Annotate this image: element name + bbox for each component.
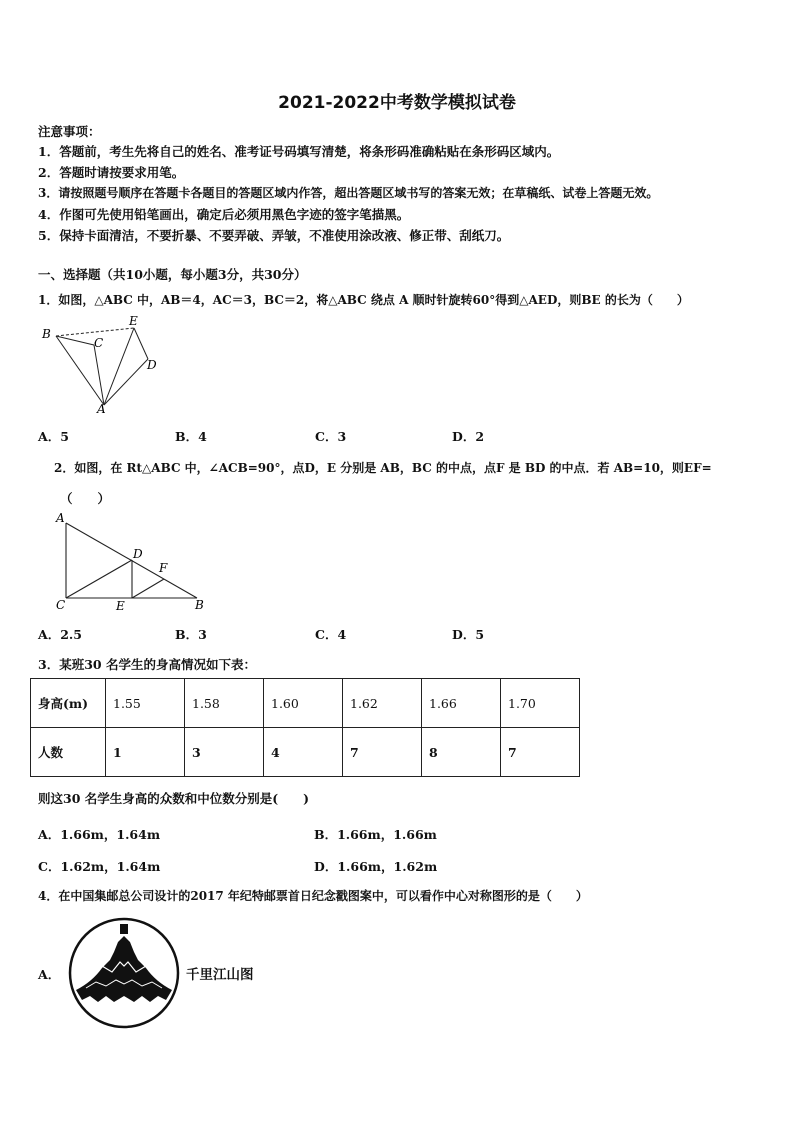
page-title: 2021-2022中考数学模拟试卷 [278, 93, 516, 113]
q3-option-a[interactable]: A．1.66m，1.64m [38, 827, 161, 842]
q1-text: 1．如图，△ABC 中，AB＝4，AC＝3，BC＝2，将△ABC 绕点 A 顺时针旋转60°得到△AED，则BE 的长为（ ） [38, 293, 689, 307]
q1-option-b[interactable]: B．4 [175, 429, 207, 444]
label-d: D [133, 547, 143, 561]
q3-option-c[interactable]: C．1.62m，1.64m [38, 859, 161, 874]
table-cell: 1 [106, 728, 185, 777]
label-b: B [42, 327, 51, 341]
table-cell: 1.60 [264, 679, 343, 728]
q3-question: 则这30 名学生身高的众数和中位数分别是( ) [38, 791, 310, 806]
table-cell: 7 [343, 728, 422, 777]
q2-option-d[interactable]: D．5 [452, 627, 485, 642]
label-b: B [195, 598, 204, 612]
table-cell: 1.58 [185, 679, 264, 728]
notes-heading: 注意事项： [38, 124, 101, 139]
section-heading: 一、选择题（共10小题，每小题3分，共30分） [38, 267, 307, 282]
note-item: 5．保持卡面清洁，不要折暴、不要弄破、弄皱，不准使用涂改液、修正带、刮纸刀。 [38, 228, 510, 243]
label-f: F [159, 561, 168, 575]
label-a: A [97, 402, 106, 416]
label-d: D [147, 358, 157, 372]
label-c: C [56, 598, 66, 612]
q4-text: 4．在中国集邮总公司设计的2017 年纪特邮票首日纪念戳图案中，可以看作中心对称图形的是（ ） [38, 889, 588, 903]
q1-figure [38, 312, 168, 417]
q3-option-d[interactable]: D．1.66m，1.62m [314, 859, 438, 874]
q1-option-c[interactable]: C．3 [315, 429, 347, 444]
stamp-image [62, 916, 186, 1030]
table-cell: 1.66 [422, 679, 501, 728]
table-cell: 1.62 [343, 679, 422, 728]
q2-paren: （ ） [60, 491, 111, 506]
label-e: E [116, 599, 125, 613]
q1-option-a[interactable]: A．5 [38, 429, 69, 444]
table-cell: 3 [185, 728, 264, 777]
q1-option-d[interactable]: D．2 [452, 429, 485, 444]
table-cell: 7 [501, 728, 580, 777]
label-e: E [129, 314, 138, 328]
note-item: 1．答题前，考生先将自己的姓名、准考证号码填写清楚，将条形码准确粘贴在条形码区域内。 [38, 144, 560, 159]
q2-figure [52, 508, 212, 613]
note-item: 2．答题时请按要求用笔。 [38, 165, 185, 180]
label-c: C [94, 336, 104, 350]
q4-option-a[interactable]: A． [38, 967, 61, 982]
table-header-cell: 身高(m) [31, 679, 106, 728]
table-header-cell: 人数 [31, 728, 106, 777]
table-cell: 1.55 [106, 679, 185, 728]
table-row [31, 728, 580, 777]
table-cell: 1.70 [501, 679, 580, 728]
table-row [31, 679, 580, 728]
table-cell: 8 [422, 728, 501, 777]
note-item: 4．作图可先使用铅笔画出，确定后必须用黑色字迹的签字笔描黑。 [38, 207, 410, 222]
note-item: 3．请按照题号顺序在答题卡各题目的答题区域内作答，超出答题区域书写的答案无效；在草稿纸、试卷上答题无效。 [38, 186, 659, 200]
q2-option-a[interactable]: A．2.5 [38, 627, 82, 642]
stamp-caption: 千里江山图 [186, 967, 254, 983]
q2-option-c[interactable]: C．4 [315, 627, 347, 642]
q3-text: 3．某班30 名学生的身高情况如下表： [38, 657, 256, 672]
q2-text: 2．如图，在 Rt△ABC 中，∠ACB=90°，点D，E 分别是 AB，BC 的中点，点F 是 BD 的中点．若 AB=10，则EF= [54, 461, 712, 475]
q2-option-b[interactable]: B．3 [175, 627, 207, 642]
q3-option-b[interactable]: B．1.66m，1.66m [314, 827, 437, 842]
table-cell: 4 [264, 728, 343, 777]
label-a: A [56, 511, 65, 525]
height-table [30, 678, 580, 777]
